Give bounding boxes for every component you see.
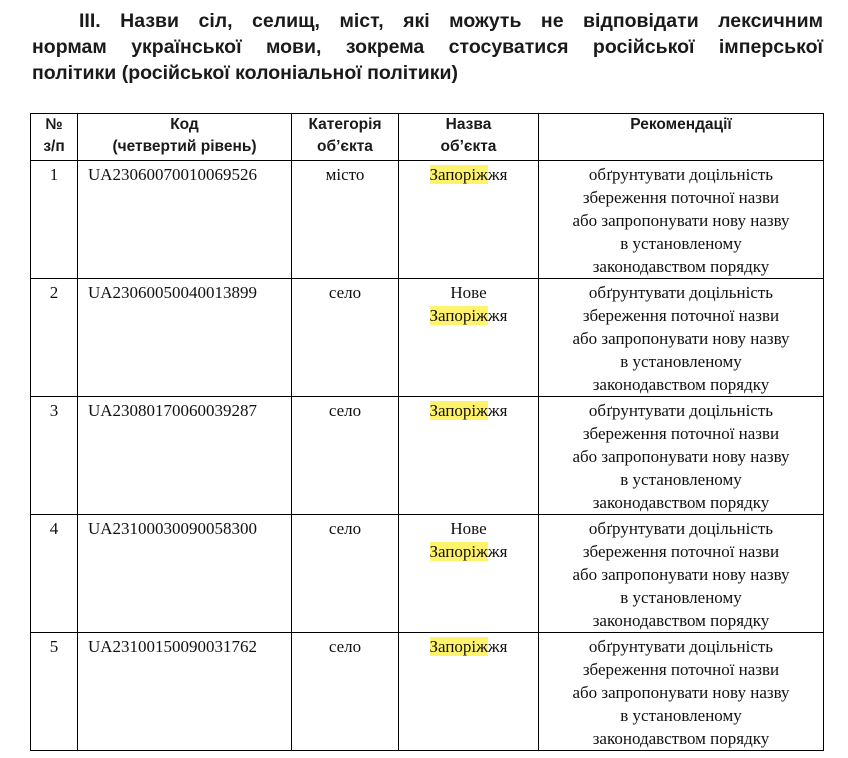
heading-line-1: III. Назви сіл, селищ, міст, які можуть не відповідати лексичним	[79, 10, 823, 32]
column-header-recommendations	[539, 114, 824, 161]
name-suffix: жя	[487, 542, 508, 561]
settlements-table	[30, 113, 824, 751]
recommendation-line: збереження поточної назви	[582, 306, 780, 325]
column-header-category-line1: Категорія	[308, 116, 382, 133]
name-suffix: жя	[487, 165, 508, 184]
recommendation-line: збереження поточної назви	[582, 660, 780, 679]
row-number-cell: 3	[31, 397, 78, 515]
column-header-number-line1: №	[45, 116, 63, 133]
code-cell: UA23080170060039287	[78, 397, 292, 515]
table-row	[31, 397, 824, 515]
column-header-code	[78, 114, 292, 161]
column-header-recommendations-line1: Рекомендації	[630, 116, 732, 133]
name-suffix: жя	[487, 637, 508, 656]
table-row	[31, 515, 824, 633]
name-highlight: Запоріж	[429, 637, 488, 656]
table-row	[31, 161, 824, 279]
table-row	[31, 633, 824, 751]
recommendation-line: обґрунтувати доцільність	[588, 401, 774, 420]
code-cell: UA23060070010069526	[78, 161, 292, 279]
recommendation-line: законодавством порядку	[592, 257, 770, 276]
recommendation-line: обґрунтувати доцільність	[588, 165, 774, 184]
name-prefix: Нове	[450, 519, 487, 538]
recommendation-line: в установленому	[620, 706, 742, 725]
name-cell	[399, 397, 539, 515]
column-header-code-line1: Код	[170, 116, 199, 133]
column-header-name	[399, 114, 539, 161]
column-header-name-line1: Назва	[445, 116, 492, 133]
name-main	[399, 399, 538, 422]
row-number-cell: 5	[31, 633, 78, 751]
row-number-cell: 2	[31, 279, 78, 397]
name-highlight: Запоріж	[429, 306, 488, 325]
category-cell: село	[292, 397, 399, 515]
recommendation-line: або запропонувати нову назву	[572, 329, 790, 348]
recommendation-line: законодавством порядку	[592, 611, 770, 630]
name-prefix: Нове	[450, 283, 487, 302]
recommendation-line: законодавством порядку	[592, 375, 770, 394]
name-main	[399, 540, 538, 563]
recommendation-cell	[539, 279, 824, 397]
name-suffix: жя	[487, 401, 508, 420]
name-highlight: Запоріж	[429, 401, 488, 420]
recommendation-line: в установленому	[620, 234, 742, 253]
name-cell	[399, 633, 539, 751]
recommendation-line: в установленому	[620, 588, 742, 607]
category-cell: село	[292, 279, 399, 397]
recommendation-line: законодавством порядку	[592, 493, 770, 512]
name-main	[399, 635, 538, 658]
heading-line-2: нормам української мови, зокрема стосуватися російської імперської	[32, 36, 823, 58]
recommendation-line: збереження поточної назви	[582, 424, 780, 443]
recommendation-cell	[539, 397, 824, 515]
column-header-number-line2: з/п	[43, 138, 65, 155]
name-cell	[399, 515, 539, 633]
recommendation-line: або запропонувати нову назву	[572, 565, 790, 584]
category-cell: місто	[292, 161, 399, 279]
code-cell: UA23100150090031762	[78, 633, 292, 751]
recommendation-line: або запропонувати нову назву	[572, 447, 790, 466]
name-highlight: Запоріж	[429, 165, 488, 184]
category-cell: село	[292, 633, 399, 751]
name-suffix: жя	[487, 306, 508, 325]
recommendation-line: обґрунтувати доцільність	[588, 283, 774, 302]
recommendation-line: законодавством порядку	[592, 729, 770, 748]
recommendation-cell	[539, 515, 824, 633]
name-main	[399, 163, 538, 186]
name-cell	[399, 279, 539, 397]
recommendation-line: або запропонувати нову назву	[572, 683, 790, 702]
recommendation-cell	[539, 633, 824, 751]
row-number-cell: 4	[31, 515, 78, 633]
name-main	[399, 304, 538, 327]
column-header-category	[292, 114, 399, 161]
code-cell: UA23100030090058300	[78, 515, 292, 633]
heading-line-3: політики (російської колоніальної політики)	[32, 62, 458, 84]
section-heading	[32, 8, 823, 86]
code-cell: UA23060050040013899	[78, 279, 292, 397]
name-cell	[399, 161, 539, 279]
recommendation-line: збереження поточної назви	[582, 542, 780, 561]
column-header-category-line2: об’єкта	[317, 138, 373, 155]
recommendation-line: або запропонувати нову назву	[572, 211, 790, 230]
column-header-number	[31, 114, 78, 161]
recommendation-line: обґрунтувати доцільність	[588, 519, 774, 538]
column-header-code-line2: (четвертий рівень)	[112, 138, 257, 155]
column-header-name-line2: об’єкта	[440, 138, 497, 155]
recommendation-line: збереження поточної назви	[582, 188, 780, 207]
row-number-cell: 1	[31, 161, 78, 279]
recommendation-line: в установленому	[620, 352, 742, 371]
recommendation-line: в установленому	[620, 470, 742, 489]
name-highlight: Запоріж	[429, 542, 488, 561]
category-cell: село	[292, 515, 399, 633]
recommendation-cell	[539, 161, 824, 279]
table-row	[31, 279, 824, 397]
recommendation-line: обґрунтувати доцільність	[588, 637, 774, 656]
table-header-row	[31, 114, 824, 161]
